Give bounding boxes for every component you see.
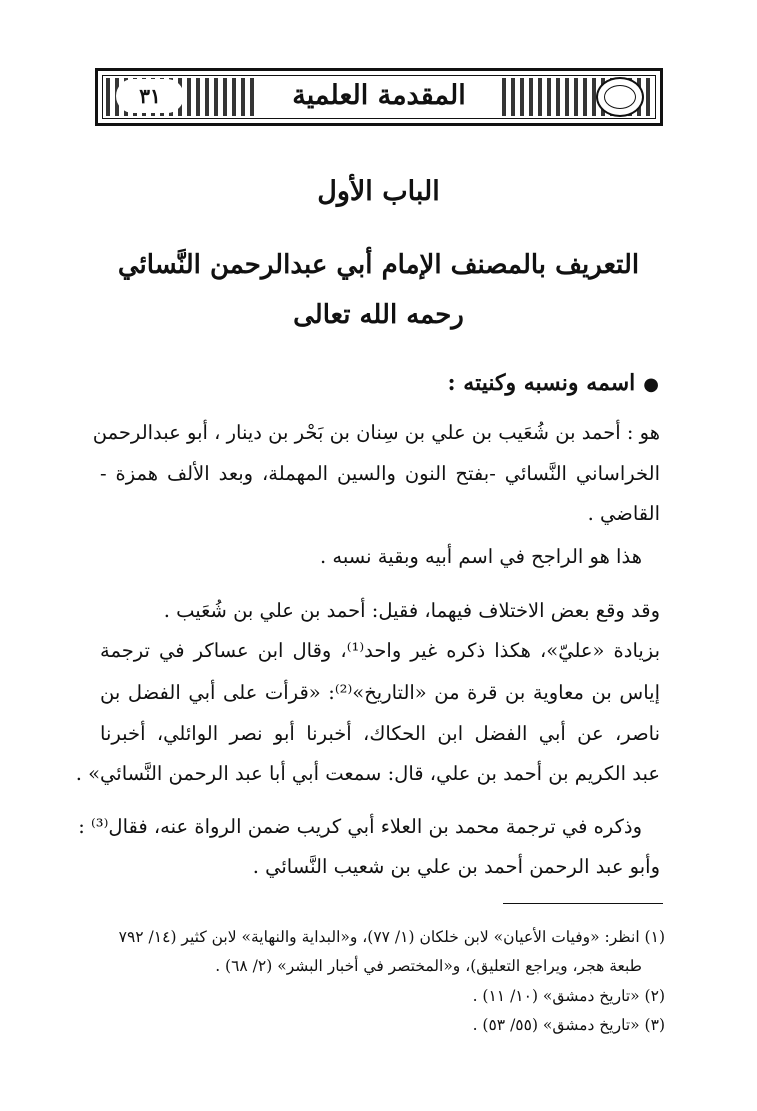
footnote: طبعة هجر، ويراجع التعليق)، و«المختصر في أخبار البشر» (٢/ ٦٨) .: [215, 957, 642, 975]
header-seal-icon: [596, 77, 644, 117]
running-title: المقدمة العلمية: [274, 77, 483, 115]
section-heading: [259, 366, 659, 402]
section-heading-text: اسمه ونسبه وكنيته :: [447, 370, 636, 396]
body-line: وذكره في ترجمة محمد بن العلاء أبي كريب ضمن الرواة عنه، فقال⁽³⁾ :: [78, 815, 642, 838]
subtitle-line-1: التعريف بالمصنف الإمام أبي عبدالرحمن النَّسائي: [117, 250, 640, 280]
body-line: وأبو عبد الرحمن أحمد بن علي بن شعيب النَّسائي .: [252, 855, 660, 878]
footnote: (٢) «تاريخ دمشق» (١٠/ ١١) .: [472, 987, 665, 1005]
bullet-icon: ●: [643, 374, 659, 395]
page-header: [95, 68, 663, 126]
body-line: بزيادة «عليّ»، هكذا ذكره غير واحد⁽¹⁾، وقال ابن عساكر في ترجمة: [100, 639, 660, 662]
body-line: الخراساني النَّسائي -بفتح النون والسين المهملة، وبعد الألف همزة -: [100, 462, 660, 485]
body-line: ناصر، عن أبي الفضل ابن الحكاك، أخبرنا أبو نصر الوائلي، أخبرنا: [100, 722, 660, 745]
body-line: إياس بن معاوية بن قرة من «التاريخ»⁽²⁾: «قرأت على أبي الفضل بن: [100, 681, 660, 704]
chapter-title: الباب الأول: [317, 176, 440, 207]
footnote-separator: [503, 903, 663, 904]
footnote: (٣) «تاريخ دمشق» (٥٥/ ٥٣) .: [472, 1016, 665, 1034]
page-number: ٣١: [116, 79, 184, 113]
body-line: هو : أحمد بن شُعَيب بن علي بن سِنان بن بَحْر بن دينار ، أبو عبدالرحمن: [92, 421, 660, 444]
body-line: عبد الكريم بن أحمد بن علي، قال: سمعت أبي أبا عبد الرحمن النَّسائي» .: [75, 762, 660, 785]
subtitle-line-2: رحمه الله تعالى: [293, 300, 464, 330]
body-line: وقد وقع بعض الاختلاف فيهما، فقيل: أحمد بن علي بن شُعَيب .: [163, 599, 660, 622]
body-line: القاضي .: [587, 502, 660, 525]
footnote: (١) انظر: «وفيات الأعيان» لابن خلكان (١/ ٧٧)، و«البداية والنهاية» لابن كثير (١٤/ ٧٩٢: [118, 928, 665, 946]
body-line: هذا هو الراجح في اسم أبيه وبقية نسبه .: [320, 545, 642, 568]
